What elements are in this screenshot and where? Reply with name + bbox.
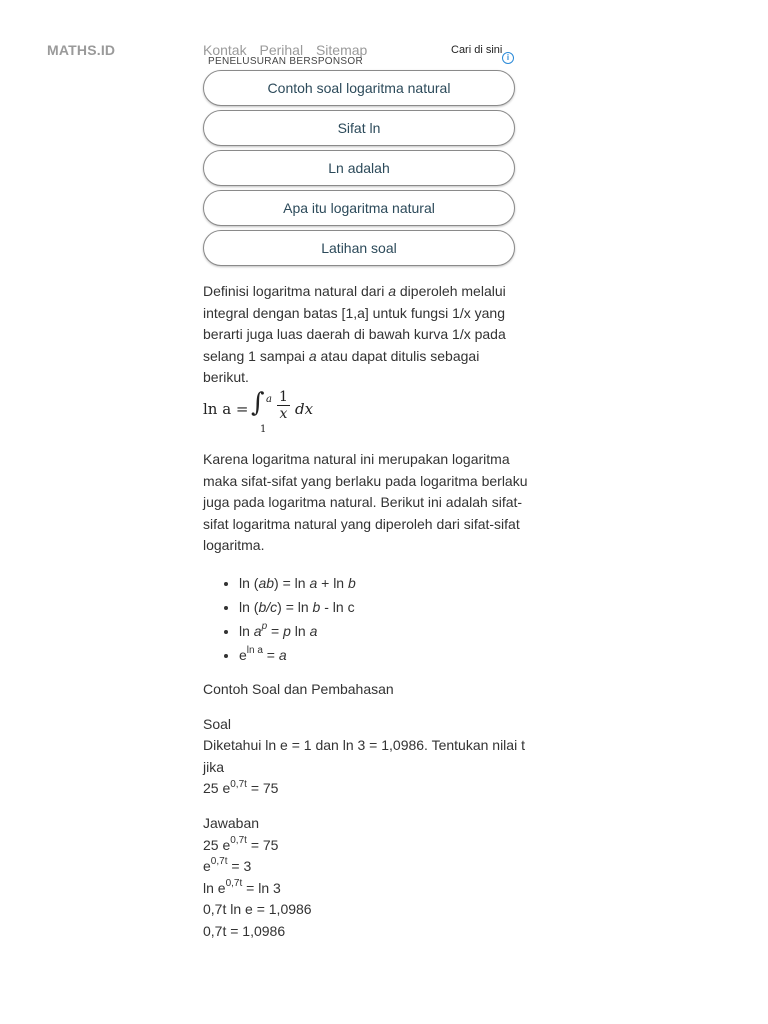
sponsored-button-apa-itu[interactable]: Apa itu logaritma natural xyxy=(203,190,515,226)
integral-formula xyxy=(203,387,528,435)
step-1: 25 $e^{0,7t} = 75$ xyxy=(203,834,279,853)
sponsored-button-latihan-soal[interactable]: Latihan soal xyxy=(203,230,515,266)
integral-sign: ∫ xyxy=(251,387,265,418)
sponsored-search-list xyxy=(203,70,515,270)
properties-paragraph: Karena logaritma natural ini merupakan logaritma maka sifat-sifat yang berlaku pada logaritma berlaku juga pada logaritma natural. Berikut ini adalah sifat-sifat logaritma natural yang diperoleh dari sifat-sifat logaritma. xyxy=(203,450,528,554)
intro-paragraph: Definisi logaritma natural dari a diperoleh melalui integral dengan batas [1,a] untuk fungsi 1/x yang berarti juga luas daerah di bawah kurva 1/x pada selang 1 sampai a atau dapat ditulis sebagai berikut. xyxy=(203,283,506,386)
article-body xyxy=(203,281,528,942)
properties-list xyxy=(203,571,528,667)
site-logo[interactable]: MATHS.ID xyxy=(47,42,116,58)
lower-limit: 1 xyxy=(260,423,267,435)
sponsored-button-sifat-ln[interactable]: Sifat ln xyxy=(203,110,515,146)
nav-link-perihal[interactable]: Perihal xyxy=(259,42,304,58)
differential: dx xyxy=(295,399,314,418)
step-5: 0,7t = 1,0986 xyxy=(203,922,286,939)
soal-text: Diketahui ln e = 1 dan ln 3 = 1,0986. Tentukan nilai t jika xyxy=(203,737,525,775)
soal-equation: 25 $e^{0,7t} = 75$ xyxy=(203,778,279,797)
property-item: • $e^{ln a} = a$ xyxy=(239,643,528,667)
step-2: $e^{0,7t} = 3$ xyxy=(203,856,252,875)
nav-link-kontak[interactable]: Kontak xyxy=(203,42,247,58)
step-3: $\ln e^{0,7t} = \ln 3$ xyxy=(203,878,281,896)
ad-info-icon[interactable]: i xyxy=(502,52,514,64)
jawaban-label: Jawaban xyxy=(203,814,260,831)
sponsored-label: PENELUSURAN BERSPONSOR xyxy=(208,56,363,67)
section-title: Contoh Soal dan Pembahasan xyxy=(203,680,394,697)
soal-label: Soal xyxy=(203,715,232,732)
property-item: • $\ln a^p = p$ ln a xyxy=(239,619,528,643)
sponsored-button-ln-adalah[interactable]: Ln adalah xyxy=(203,150,515,186)
upper-limit: a xyxy=(266,393,272,405)
formula-lhs: ln a = xyxy=(203,399,249,418)
nav-link-sitemap[interactable]: Sitemap xyxy=(315,42,368,58)
property-item: • ln (ab) = ln a + ln b xyxy=(239,571,528,595)
sponsored-button-contoh-soal[interactable]: Contoh soal logaritma natural xyxy=(203,70,515,106)
fraction: $\frac{1}{x}$ xyxy=(279,388,288,422)
search-input[interactable]: Cari di sini xyxy=(451,44,503,56)
property-item: • ln (b/c) = ln b - ln c xyxy=(239,595,528,619)
step-4: 0,7t ln e = 1,0986 xyxy=(203,901,312,918)
